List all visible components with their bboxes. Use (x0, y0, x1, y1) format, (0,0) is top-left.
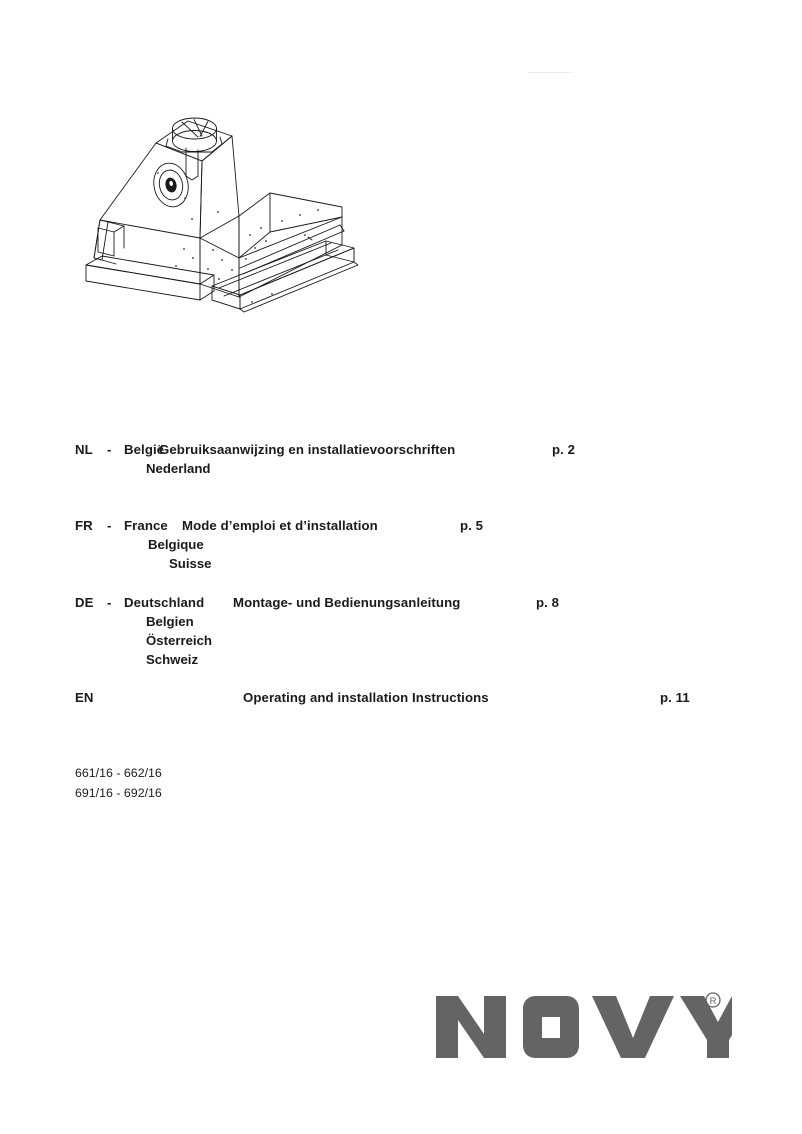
language-title-en: Operating and installation Instructions (243, 690, 489, 705)
duct-outlet (166, 118, 222, 180)
language-block-en (0, 688, 802, 707)
language-block-fr (0, 516, 802, 593)
language-country-de: Deutschland (124, 595, 205, 610)
base-plinth (86, 256, 214, 300)
language-country-nl: België (124, 442, 165, 457)
language-row-fr (0, 516, 802, 535)
language-index (0, 440, 802, 707)
language-code-nl: NL (75, 442, 93, 457)
spacer (0, 573, 802, 593)
language-page-en: p. 11 (660, 690, 690, 705)
language-dash-nl: - (107, 442, 112, 457)
spacer (0, 669, 802, 688)
language-title-nl: Gebruiksaanwijzing en installatievoorschriften (159, 442, 456, 457)
language-page-fr: p. 5 (460, 518, 484, 533)
language-row-en (0, 688, 802, 707)
language-extra-country: Schweiz (146, 652, 199, 667)
panel-rivets (175, 209, 319, 280)
slide-rails (240, 225, 344, 274)
language-extra-country: Suisse (169, 556, 212, 571)
language-title-fr: Mode d’emploi et d’installation (182, 518, 378, 533)
language-page-nl: p. 2 (552, 442, 576, 457)
registered-trademark-icon (706, 993, 720, 1007)
language-code-en: EN (75, 690, 94, 705)
language-subrow-de-0 (0, 612, 802, 631)
language-subrow-nl-0 (0, 459, 802, 478)
language-title-de: Montage- und Bedienungsanleitung (233, 595, 461, 610)
novy-logo (432, 988, 732, 1066)
language-dash-fr: - (107, 518, 112, 533)
language-block-de (0, 593, 802, 688)
chassis-front-panel (200, 193, 342, 297)
svg-text:R: R (709, 996, 717, 1007)
language-subrow-fr-0 (0, 535, 802, 554)
language-block-nl (0, 440, 802, 516)
product-drawing (72, 88, 362, 318)
language-page-de: p. 8 (536, 595, 560, 610)
scan-artifact-line (528, 72, 574, 73)
language-row-de (0, 593, 802, 612)
novy-wordmark-glyphs (436, 996, 732, 1058)
language-code-fr: FR (75, 518, 93, 533)
spacer (0, 478, 802, 516)
language-subrow-de-2 (0, 650, 802, 669)
language-extra-country: Belgien (146, 614, 194, 629)
model-number-line: 691/16 - 692/16 (75, 785, 162, 800)
model-numbers (75, 764, 162, 803)
language-subrow-de-1 (0, 631, 802, 650)
language-country-fr: France (124, 518, 168, 533)
model-number-line: 661/16 - 662/16 (75, 766, 162, 780)
language-extra-country: Österreich (146, 633, 212, 648)
language-subrow-fr-1 (0, 554, 802, 573)
language-dash-de: - (107, 595, 112, 610)
language-extra-country: Belgique (148, 537, 204, 552)
language-extra-country: Nederland (146, 461, 211, 476)
language-row-nl (0, 440, 802, 459)
language-code-de: DE (75, 595, 94, 610)
